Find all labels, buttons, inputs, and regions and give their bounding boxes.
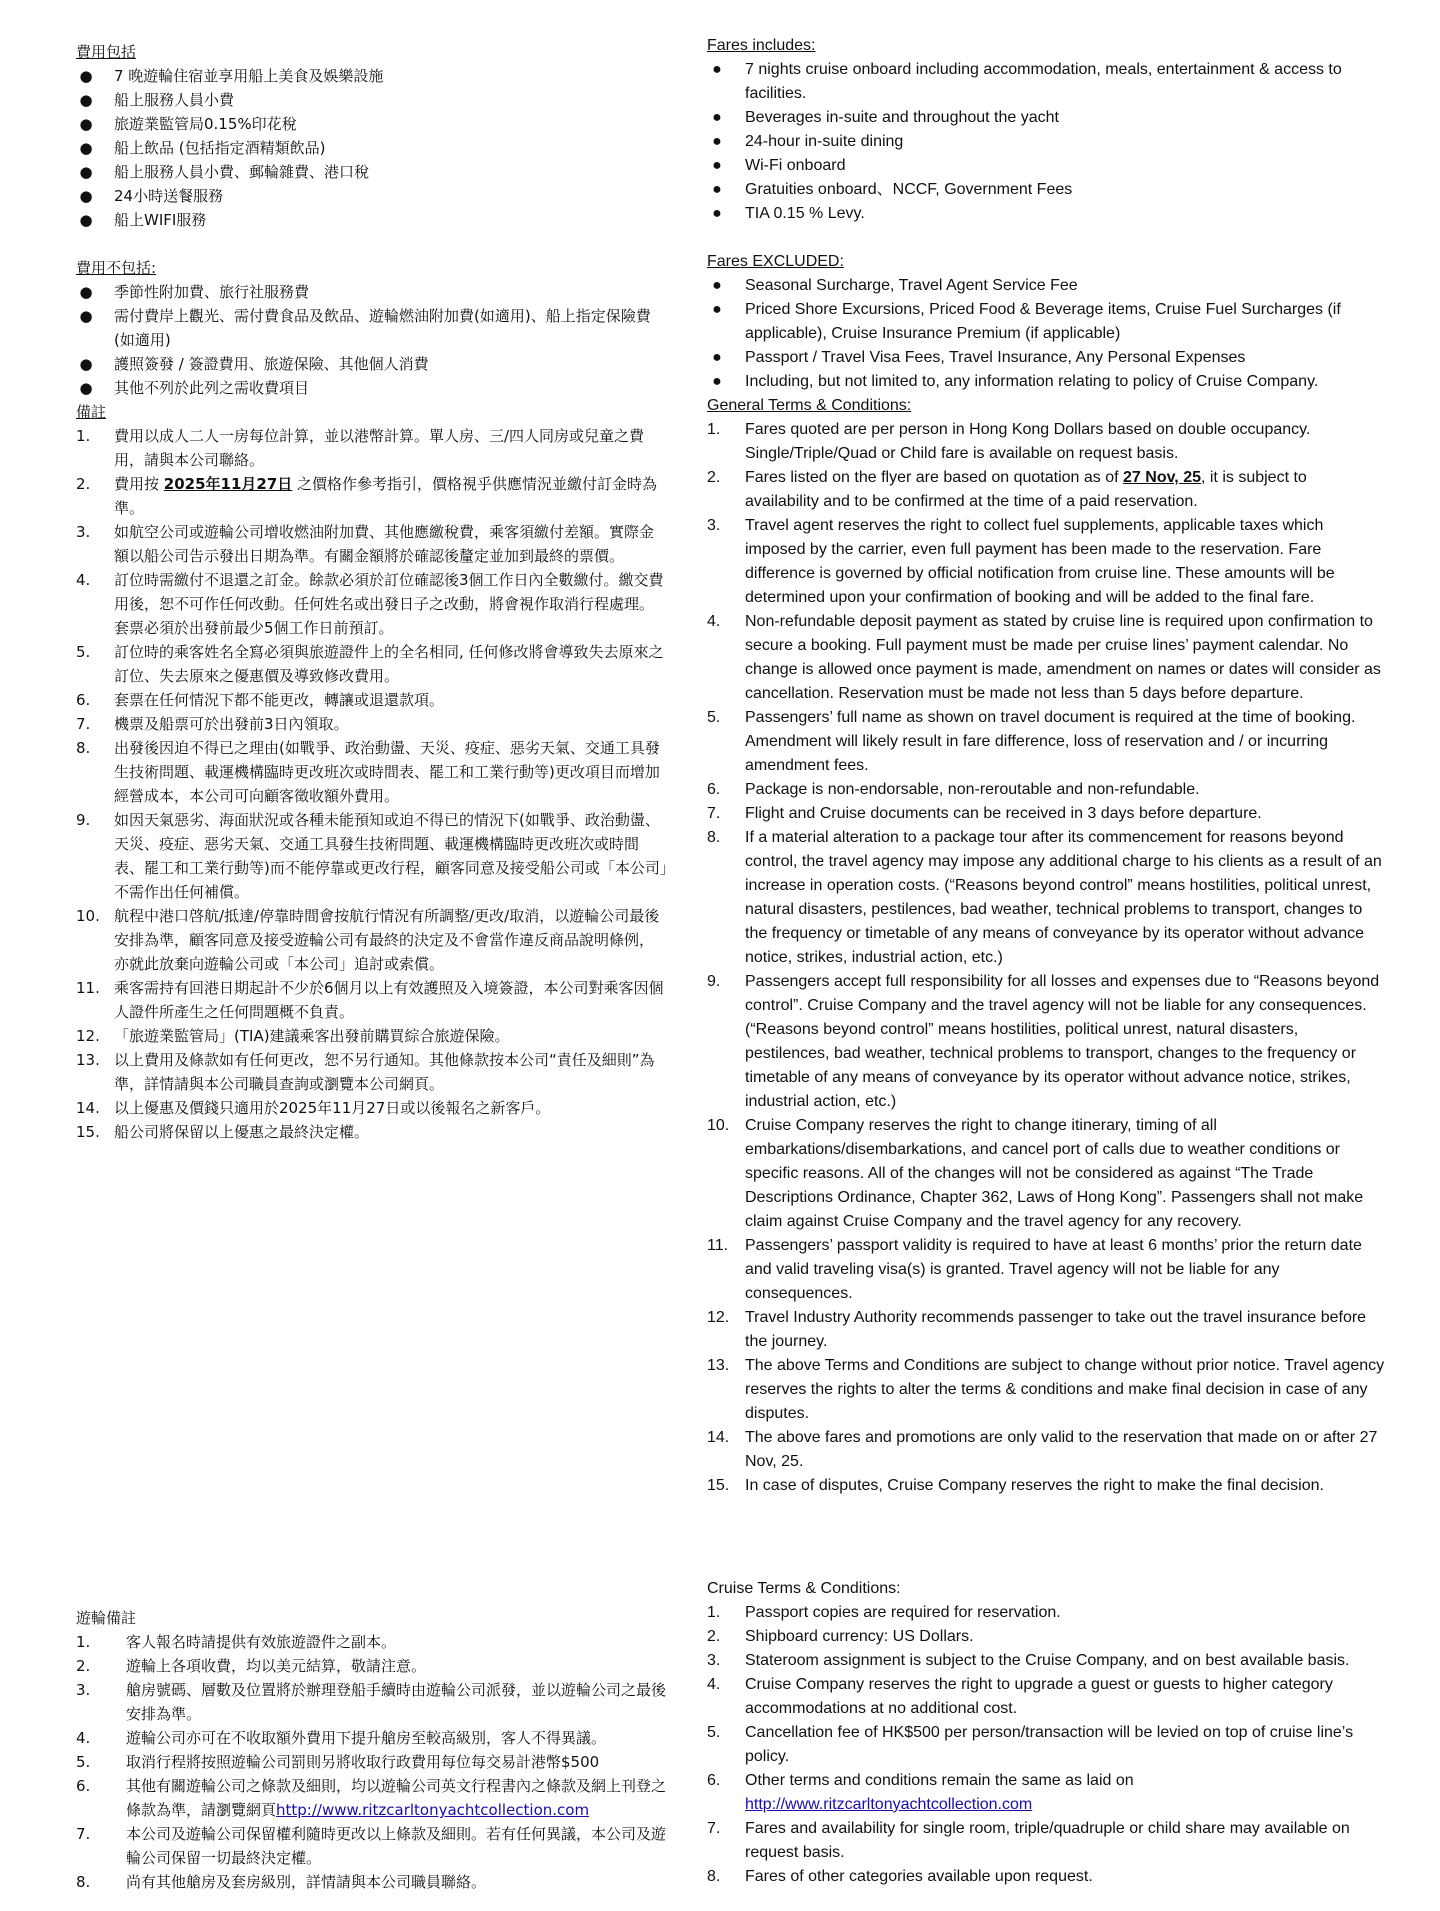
item-number: 11.	[76, 979, 100, 997]
numbered-item	[707, 466, 1385, 514]
item-text: 如因天氣惡劣、海面狀況或各種未能預知或迫不得已的情況下(如戰爭、政治動盪、天災、疫症、惡劣天氣、交通工具發生技術問題、載運機構臨時更改班次或時間表、罷工和工業行動等)而不能停靠或更改行程，顧客同意及接受船公司或「本公司」不需作出任何補償。	[114, 811, 668, 901]
list-item	[707, 106, 1385, 130]
item-number: 3.	[76, 523, 91, 541]
item-text: Shipboard currency: US Dollars.	[745, 1628, 974, 1645]
item-text	[745, 1772, 1134, 1813]
list-item-text: 其他不列於此列之需收費項目	[114, 379, 310, 397]
item-number: 4.	[707, 1676, 721, 1693]
item-text: 航程中港口啓航/抵達/停靠時間會按航行情況有所調整/更改/取消，以遊輪公司最後安排為準，顧客同意及接受遊輪公司有最終的決定及不會當作違反商品說明條例，亦就此放棄向遊輪公司或「本公司」追討或索償。	[114, 907, 660, 973]
item-text-post: 之價格作參考指引，價格視乎供應情況並繳付訂金時為準。	[114, 475, 658, 517]
numbered-item	[76, 1678, 668, 1726]
bullet-icon: ●	[712, 61, 722, 78]
bullet-icon: ●	[79, 307, 93, 325]
item-text: 費用以成人二人一房每位計算，並以港幣計算。單人房、三/四人同房或兒童之費用，請與本公司聯絡。	[114, 427, 645, 469]
numbered-item	[707, 1306, 1385, 1354]
item-number: 8.	[76, 1873, 91, 1891]
bullet-icon: ●	[712, 373, 722, 390]
item-text: 機票及船票可於出發前3日內領取。	[114, 715, 349, 733]
list-item-text: 旅遊業監管局0.15%印花稅	[114, 115, 297, 133]
numbered-item	[707, 970, 1385, 1114]
numbered-item	[707, 1114, 1385, 1234]
bullet-icon: ●	[712, 157, 722, 174]
numbered-item	[76, 976, 668, 1024]
list-item-text: Beverages in-suite and throughout the yacht	[745, 109, 1059, 126]
list-item-text: 船上WIFI服務	[114, 211, 207, 229]
numbered-item	[707, 1721, 1385, 1769]
list-item	[76, 208, 668, 232]
website-link[interactable]: http://www.ritzcarltonyachtcollection.com	[745, 1796, 1033, 1813]
numbered-item	[707, 1649, 1385, 1673]
numbered-item	[76, 1630, 668, 1654]
numbered-item	[76, 568, 668, 640]
list-item-text: 7 nights cruise onboard including accommodation, meals, entertainment & access to facilities.	[745, 61, 1342, 102]
zh-included-section	[76, 40, 668, 232]
list-item	[76, 280, 668, 304]
en-excluded-heading: Fares EXCLUDED:	[707, 253, 844, 270]
item-number: 2.	[76, 475, 91, 493]
numbered-item	[76, 1096, 668, 1120]
item-text: 如航空公司或遊輪公司增收燃油附加費、其他應繳稅費，乘客須繳付差額。實際金額以船公司告示發出日期為準。有關金額將於確認後釐定並加到最終的票價。	[114, 523, 655, 565]
item-number: 7.	[76, 715, 91, 733]
zh-included-list	[76, 64, 668, 232]
english-cruise-column	[707, 1577, 1385, 1889]
item-number: 7.	[76, 1825, 91, 1843]
en-general-list	[707, 418, 1385, 1498]
numbered-item	[707, 706, 1385, 778]
item-text: In case of disputes, Cruise Company reserves the right to make the final decision.	[745, 1477, 1324, 1494]
zh-cruise-heading: 遊輪備註	[76, 1609, 137, 1627]
list-item-text: 護照簽發 / 簽證費用、旅遊保險、其他個人消費	[114, 355, 429, 373]
numbered-item	[76, 712, 668, 736]
item-text: 訂位時需繳付不退還之訂金。餘款必須於訂位確認後3個工作日內全數繳付。繳交費用後，恕不可作任何改動。任何姓名或出發日子之改動，將會視作取消行程處理。套票必須於出發前最少5個工作日前預訂。	[114, 571, 664, 637]
numbered-item	[76, 640, 668, 688]
list-item	[76, 352, 668, 376]
quote-date: 27 Nov, 25	[1123, 469, 1201, 486]
item-text: The above fares and promotions are only valid to the reservation that made on or after 27 Nov, 25.	[745, 1429, 1378, 1470]
item-number: 14.	[76, 1099, 100, 1117]
list-item	[707, 274, 1385, 298]
item-number: 8.	[707, 829, 721, 846]
item-number: 5.	[76, 1753, 91, 1771]
list-item-text: 24-hour in-suite dining	[745, 133, 904, 150]
zh-remarks-list	[76, 424, 668, 1144]
item-number: 15.	[707, 1477, 730, 1494]
bullet-icon: ●	[79, 91, 93, 109]
item-number: 1.	[76, 1633, 91, 1651]
numbered-item	[76, 520, 668, 568]
item-text: Travel agent reserves the right to collect fuel supplements, applicable taxes which imposed by the carrier, even full payment has been made to the reservation. Fare difference is governed by official notification from cruise line. These amounts will be determined upon your confirmation of booking and will be added to the final fare.	[745, 517, 1335, 606]
item-number: 8.	[76, 739, 91, 757]
item-text: Fares and availability for single room, triple/quadruple or child share may available on request basis.	[745, 1820, 1350, 1861]
en-included-list	[707, 58, 1385, 226]
numbered-item	[76, 904, 668, 976]
list-item	[76, 88, 668, 112]
item-number: 4.	[707, 613, 721, 630]
bullet-icon: ●	[79, 379, 93, 397]
numbered-item	[76, 808, 668, 904]
numbered-item	[76, 736, 668, 808]
item-number: 6.	[76, 1777, 91, 1795]
en-general-heading: General Terms & Conditions:	[707, 397, 912, 414]
bullet-icon: ●	[79, 115, 93, 133]
item-text: Non-refundable deposit payment as stated by cruise line is required upon confirmation to secure a booking. Full payment must be made per cruise lines’ payment calendar. No change is allowed once payment is made, amendment on names or dates will consider as cancellation. Reservation must be made not less than 5 days before departure.	[745, 613, 1381, 702]
numbered-item	[707, 418, 1385, 466]
item-text: 套票在任何情況下都不能更改，轉讓或退還款項。	[114, 691, 445, 709]
item-text: 船公司將保留以上優惠之最終決定權。	[114, 1123, 370, 1141]
item-number: 1.	[707, 1604, 721, 1621]
item-number: 12.	[76, 1027, 100, 1045]
numbered-item	[707, 514, 1385, 610]
item-number: 10.	[707, 1117, 730, 1134]
quote-date: 2025年11月27日	[163, 475, 293, 493]
item-text: If a material alteration to a package tour after its commencement for reasons beyond control, the travel agency may impose any additional charge to his clients as a result of an increase in operation costs. (“Reasons beyond control” means hostilities, political unrest, natural disasters, pestilences, bad weather, technical problems to transport, changes to the frequency or timetable of any means of conveyance by its operator without advance notice, strikes, industrial action, etc.)	[745, 829, 1382, 966]
bullet-icon: ●	[712, 349, 722, 366]
list-item-text: 24小時送餐服務	[114, 187, 224, 205]
item-text: Passengers accept full responsibility for all losses and expenses due to “Reasons beyond control”. Cruise Company and the travel agency will not be liable for any consequences. (“Reasons beyond control” means hostilities, political unrest, natural disasters, pestilences, bad weather, technical problems to transport, changes to the frequency or timetable of any means of conveyance by its operator without advance notice, strikes, industrial action, etc.)	[745, 973, 1380, 1110]
item-number: 3.	[707, 1652, 721, 1669]
list-item-text: 船上服務人員小費	[114, 91, 235, 109]
numbered-item	[76, 1822, 668, 1870]
item-number: 6.	[76, 691, 91, 709]
numbered-item	[707, 1354, 1385, 1426]
item-number: 8.	[707, 1868, 721, 1885]
item-text-pre: 其他有關遊輪公司之條款及細則，均以遊輪公司英文行程書內之條款及網上刊登之條款為準，請瀏覽網頁	[126, 1777, 667, 1819]
bullet-icon: ●	[79, 187, 93, 205]
list-item-text: Wi-Fi onboard	[745, 157, 846, 174]
list-item	[707, 154, 1385, 178]
numbered-item	[707, 1817, 1385, 1865]
list-item	[707, 298, 1385, 346]
item-text: Fares quoted are per person in Hong Kong Dollars based on double occupancy. Single/Triple/Quad or Child fare is available on request basis.	[745, 421, 1311, 462]
bullet-icon: ●	[712, 133, 722, 150]
en-cruise-heading: Cruise Terms & Conditions:	[707, 1580, 901, 1597]
list-item	[76, 376, 668, 400]
list-item-text: 需付費岸上觀光、需付費食品及飲品、遊輪燃油附加費(如適用)、船上指定保險費(如適用)	[114, 307, 651, 349]
item-text: 尚有其他艙房及套房級別，詳情請與本公司職員聯絡。	[126, 1873, 487, 1891]
numbered-item	[76, 1024, 668, 1048]
list-item	[76, 64, 668, 88]
item-text: Cancellation fee of HK$500 per person/transaction will be levied on top of cruise line’s policy.	[745, 1724, 1354, 1765]
numbered-item	[76, 1774, 668, 1822]
list-item	[707, 346, 1385, 370]
bullet-icon: ●	[712, 277, 722, 294]
numbered-item	[76, 472, 668, 520]
item-number: 7.	[707, 805, 721, 822]
bullet-icon: ●	[79, 355, 93, 373]
item-text: Cruise Company reserves the right to upgrade a guest or guests to higher category accommodations at no additional cost.	[745, 1676, 1333, 1717]
item-text: 遊輪公司亦可在不收取額外費用下提升艙房至較高級別，客人不得異議。	[126, 1729, 607, 1747]
list-item-text: Passport / Travel Visa Fees, Travel Insurance, Any Personal Expenses	[745, 349, 1246, 366]
item-text: Stateroom assignment is subject to the Cruise Company, and on best available basis.	[745, 1652, 1350, 1669]
numbered-item	[707, 1234, 1385, 1306]
numbered-item	[707, 1673, 1385, 1721]
numbered-item	[76, 424, 668, 472]
item-number: 9.	[707, 973, 721, 990]
item-text: 本公司及遊輪公司保留權利隨時更改以上條款及細則。若有任何異議，本公司及遊輪公司保留一切最終決定權。	[126, 1825, 667, 1867]
list-item	[707, 58, 1385, 106]
numbered-item	[707, 1625, 1385, 1649]
item-text	[745, 469, 1307, 510]
list-item	[76, 136, 668, 160]
numbered-item	[707, 778, 1385, 802]
bullet-icon: ●	[79, 211, 93, 229]
numbered-item	[707, 1865, 1385, 1889]
item-number: 12.	[707, 1309, 730, 1326]
item-number: 10.	[76, 907, 100, 925]
list-item	[76, 160, 668, 184]
item-number: 14.	[707, 1429, 730, 1446]
list-item-text: 船上服務人員小費、郵輪雜費、港口稅	[114, 163, 370, 181]
list-item	[707, 370, 1385, 394]
item-text: 遊輪上各項收費，均以美元結算，敬請注意。	[126, 1657, 427, 1675]
numbered-item	[76, 1048, 668, 1096]
en-excluded-list	[707, 274, 1385, 394]
item-text: 客人報名時請提供有效旅遊證件之副本。	[126, 1633, 397, 1651]
item-text: Fares of other categories available upon request.	[745, 1868, 1093, 1885]
bullet-icon: ●	[79, 67, 93, 85]
zh-remarks-heading: 備註	[76, 403, 107, 421]
list-item-text: Including, but not limited to, any information relating to policy of Cruise Company.	[745, 373, 1319, 390]
en-excluded-section	[707, 250, 1385, 394]
list-item	[76, 112, 668, 136]
item-text: Passengers’ passport validity is required to have at least 6 months’ prior the return date and valid traveling visa(s) is granted. Travel agency will not be liable for any consequences.	[745, 1237, 1362, 1302]
numbered-item	[707, 1474, 1385, 1498]
item-number: 11.	[707, 1237, 729, 1254]
item-number: 4.	[76, 571, 91, 589]
numbered-item	[707, 802, 1385, 826]
numbered-item	[707, 826, 1385, 970]
en-general-section	[707, 394, 1385, 1498]
list-item-text: 季節性附加費、旅行社服務費	[114, 283, 310, 301]
numbered-item	[76, 1726, 668, 1750]
item-text: 乘客需持有回港日期起計不少於6個月以上有效護照及入境簽證，本公司對乘客因個人證件所產生之任何問題概不負責。	[114, 979, 664, 1021]
zh-excluded-section	[76, 256, 668, 400]
item-number: 2.	[707, 1628, 721, 1645]
item-number: 15.	[76, 1123, 100, 1141]
zh-cruise-list	[76, 1630, 668, 1894]
bullet-icon: ●	[79, 283, 93, 301]
item-text-pre: Other terms and conditions remain the same as laid on	[745, 1772, 1134, 1789]
item-text-pre: Fares listed on the flyer are based on quotation as of	[745, 469, 1124, 486]
item-number: 3.	[76, 1681, 91, 1699]
list-item	[707, 178, 1385, 202]
bullet-icon: ●	[79, 139, 93, 157]
website-link[interactable]: http://www.ritzcarltonyachtcollection.com	[276, 1801, 590, 1819]
item-text: Package is non-endorsable, non-reroutable and non-refundable.	[745, 781, 1200, 798]
zh-excluded-list	[76, 280, 668, 400]
item-text-post: , it is subject to availability and to be confirmed at the time of a paid reservation.	[745, 469, 1307, 510]
list-item	[707, 202, 1385, 226]
item-number: 13.	[707, 1357, 730, 1374]
list-item-text: Seasonal Surcharge, Travel Agent Service Fee	[745, 277, 1078, 294]
numbered-item	[76, 1870, 668, 1894]
item-text: 取消行程將按照遊輪公司罰則另將收取行政費用每位每交易計港幣$500	[126, 1753, 600, 1771]
item-number: 1.	[76, 427, 91, 445]
item-number: 7.	[707, 1820, 721, 1837]
item-text	[126, 1777, 666, 1819]
list-item	[76, 304, 668, 352]
chinese-cruise-column	[76, 1606, 668, 1894]
item-number: 6.	[707, 781, 721, 798]
item-number: 5.	[707, 1724, 721, 1741]
list-item-text: 船上飲品 (包括指定酒精類飲品)	[114, 139, 326, 157]
item-text: 訂位時的乘客姓名全寫必須與旅遊證件上的全名相同, 任何修改將會導致失去原來之訂位、失去原來之優惠價及導致修改費用。	[114, 643, 664, 685]
english-terms-column	[707, 34, 1385, 1498]
numbered-item	[707, 1601, 1385, 1625]
chinese-terms-column	[76, 40, 668, 1144]
item-text: 以上費用及條款如有任何更改，恕不另行通知。其他條款按本公司“責任及細則”為準，詳情請與本公司職員查詢或瀏覽本公司網頁。	[114, 1051, 655, 1093]
item-number: 9.	[76, 811, 91, 829]
item-text: Passengers’ full name as shown on travel document is required at the time of booking. Amendment will likely result in fare difference, loss of reservation and / or incurring amendment fees.	[745, 709, 1356, 774]
en-included-section	[707, 34, 1385, 226]
numbered-item	[76, 1120, 668, 1144]
zh-included-heading: 費用包括	[76, 43, 137, 61]
list-item-text: Gratuities onboard、NCCF, Government Fees	[745, 181, 1073, 198]
item-text-pre: 費用按	[114, 475, 164, 493]
zh-remarks-section	[76, 400, 668, 1144]
numbered-item	[707, 1426, 1385, 1474]
item-number: 1.	[707, 421, 721, 438]
en-cruise-list	[707, 1601, 1385, 1889]
item-text: Cruise Company reserves the right to change itinerary, timing of all embarkations/disembarkations, and cancel port of calls due to weather conditions or specific reasons. All of the changes will not be considered as against “The Trade Descriptions Ordinance, Chapter 362, Laws of Hong Kong”. Passengers shall not make claim against Cruise Company and the travel agency for any recovery.	[745, 1117, 1364, 1230]
item-text: 出發後因迫不得已之理由(如戰爭、政治動盪、天災、疫症、惡劣天氣、交通工具發生技術問題、載運機構臨時更改班次或時間表、罷工和工業行動等)更改項目而增加經營成本，本公司可向顧客徵收額外費用。	[114, 739, 660, 805]
item-number: 4.	[76, 1729, 91, 1747]
bullet-icon: ●	[79, 163, 93, 181]
list-item-text: 7 晚遊輪住宿並享用船上美食及娛樂設施	[114, 67, 384, 85]
item-text: The above Terms and Conditions are subject to change without prior notice. Travel agency reserves the rights to alter the terms & conditions and make final decision in case of any disputes.	[745, 1357, 1385, 1422]
item-text: 「旅遊業監管局」(TIA)建議乘客出發前購買綜合旅遊保險。	[114, 1027, 510, 1045]
list-item-text: TIA 0.15 % Levy.	[745, 205, 865, 222]
numbered-item	[76, 1750, 668, 1774]
bullet-icon: ●	[712, 205, 722, 222]
list-item-text: Priced Shore Excursions, Priced Food & Beverage items, Cruise Fuel Surcharges (if applicable), Cruise Insurance Premium (if applicable)	[745, 301, 1341, 342]
item-text	[114, 475, 657, 517]
item-number: 2.	[707, 469, 721, 486]
item-number: 13.	[76, 1051, 100, 1069]
zh-excluded-heading: 費用不包括:	[76, 259, 157, 277]
numbered-item	[76, 1654, 668, 1678]
item-number: 2.	[76, 1657, 91, 1675]
bullet-icon: ●	[712, 181, 722, 198]
en-included-heading: Fares includes:	[707, 37, 816, 54]
item-text: Passport copies are required for reservation.	[745, 1604, 1061, 1621]
list-item	[707, 130, 1385, 154]
item-number: 3.	[707, 517, 721, 534]
numbered-item	[76, 688, 668, 712]
item-number: 5.	[76, 643, 91, 661]
numbered-item	[707, 610, 1385, 706]
item-text: 以上優惠及價錢只適用於2025年11月27日或以後報名之新客戶。	[114, 1099, 551, 1117]
item-text: Flight and Cruise documents can be received in 3 days before departure.	[745, 805, 1262, 822]
item-number: 6.	[707, 1772, 721, 1789]
bullet-icon: ●	[712, 301, 722, 318]
list-item	[76, 184, 668, 208]
item-text: Travel Industry Authority recommends passenger to take out the travel insurance before the journey.	[745, 1309, 1367, 1350]
item-number: 5.	[707, 709, 721, 726]
bullet-icon: ●	[712, 109, 722, 126]
numbered-item	[707, 1769, 1385, 1817]
item-text: 艙房號碼、層數及位置將於辦理登船手續時由遊輪公司派發，並以遊輪公司之最後安排為準。	[126, 1681, 667, 1723]
